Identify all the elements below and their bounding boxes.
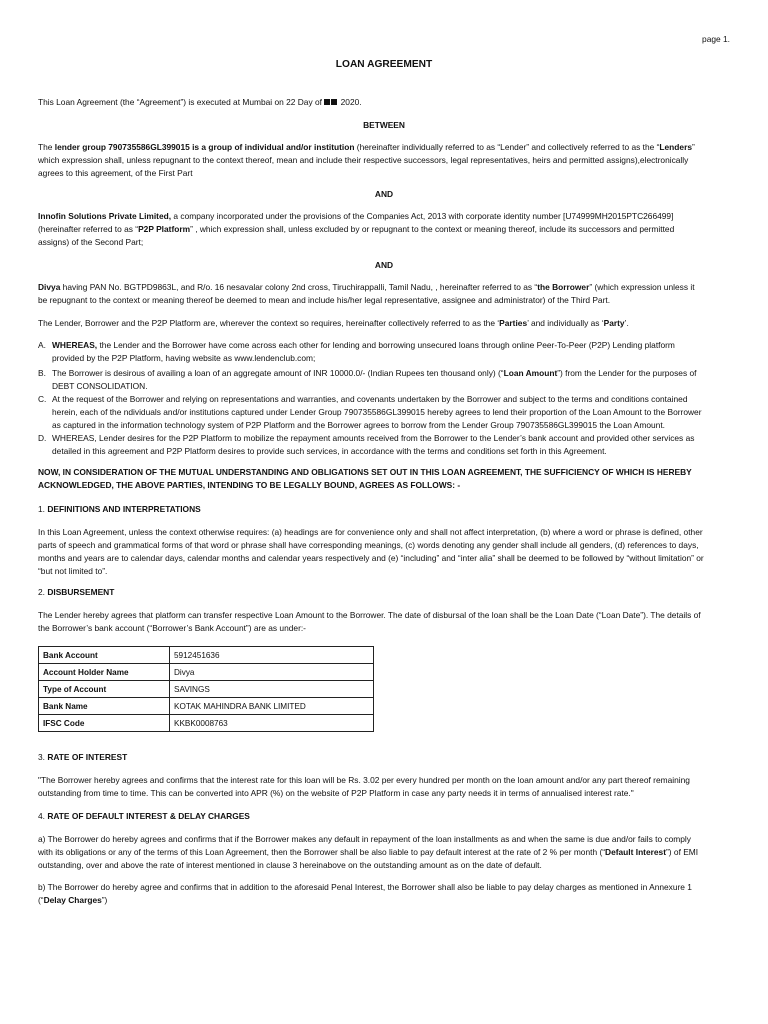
default-interest-line: a) The Borrower do hereby agrees and confirms that if the Borrower makes any default in repayment of the loan installments as and when the same is due and/or fails to comply [38, 834, 691, 844]
platform-line [38, 210, 730, 223]
default-interest-text: with its obligations or any of the terms of this Loan Agreement, then the Borrower shall be also liable to pay default interest at the rate of 2 % per month (“ [38, 847, 606, 857]
section-heading [38, 503, 730, 516]
lender-line: agrees to this agreement, of the First Part [38, 168, 193, 178]
default-interest-paragraph [38, 833, 730, 872]
delay-charges-paragraph [38, 881, 730, 907]
default-interest-text: ”) of EMI [666, 847, 699, 857]
bank-details-table [38, 646, 374, 732]
recital-line: as captured in the information technology system of P2P Platform and the Borrower agrees to borrow from the Lender Group 790735586GL399015 the Loan Amount. [52, 420, 665, 430]
document-title: LOAN AGREEMENT [335, 59, 433, 70]
disbursement-line: The Lender hereby agrees that platform can transfer respective Loan Amount to the Borrower. The date of disbursal of the loan shall be the Loan Date (“Loan Date”). The details of [38, 610, 701, 620]
definitions-line: “but not limited to”. [38, 566, 108, 576]
platform-text: a company incorporated under the provisions of the Companies Act, 2013 with corporate identity number [U74999MH2015PTC266499] [171, 211, 674, 221]
recital-content [52, 367, 730, 393]
recital-line [52, 367, 730, 380]
consideration-line: NOW, IN CONSIDERATION OF THE MUTUAL UNDERSTANDING AND OBLIGATIONS SET OUT IN THIS LOAN AGREEMENT, THE SUFFICIENCY OF WHICH IS HEREBY [38, 467, 692, 477]
default-interest-line [38, 846, 730, 859]
recital-line: WHEREAS, Lender desires for the P2P Platform to mobilize the repayment amounts received from the Borrower to the Lender’s bank account and provided other services as [52, 433, 695, 443]
recital-text: ”) from the Lender for the purposes of [557, 368, 697, 378]
definitions-line: months and years are to calendar days, calendar months and calendar years respectively and (e) “including” and “inter alia” shall be deemed to be followed by “without limitation” or [38, 553, 704, 563]
table-row [39, 698, 374, 715]
table-value: 5912451636 [170, 647, 374, 664]
table-row [39, 681, 374, 698]
lender-pre: The [38, 142, 55, 152]
interest-line: "The Borrower hereby agrees and confirms that the interest rate for this loan will be Rs. 3.02 per every hundred per month on the loan amount and/or any part thereof remaining [38, 775, 690, 785]
redaction-mark-icon [324, 99, 330, 105]
delay-charges-line: b) The Borrower do hereby agree and confirms that in addition to the aforesaid Penal Interest, the Borrower shall also be liable to pay delay charges as mentioned in Annexure 1 [38, 882, 692, 892]
definitions-paragraph [38, 526, 730, 578]
interest-line: outstanding from time to time. This can be converted into APR (%) on the website of P2P Platform in case any party needs it in terms of annualised interest rate." [38, 788, 634, 798]
recital-marker: A. [38, 340, 46, 350]
section-number: 3. [38, 752, 48, 762]
default-interest-term: Default Interest [605, 847, 666, 857]
page-number: page 1. [702, 34, 730, 44]
section-title: RATE OF INTEREST [47, 752, 128, 762]
recital-content [52, 432, 730, 458]
recital-text: The Borrower is desirous of availing a loan of an aggregate amount of INR 10000.0/- (Indian Rupees ten thousand only) (“ [52, 368, 504, 378]
default-interest-line: outstanding, over and above the rate of interest mentioned in clause 3 hereinabove on the outstanding amount as on the date of default. [38, 860, 542, 870]
table-key: Bank Name [39, 698, 170, 715]
recital-text: the Lender and the Borrower have come across each other for lending and borrowing unsecured loans through online Peer-To-Peer (P2P) Lending platform [97, 340, 675, 350]
section-heading [38, 586, 730, 599]
definitions-line: In this Loan Agreement, unless the context otherwise requires: (a) headings are for convenience only and shall not affect interpretation, (b) where a word or phrase is defined, other [38, 527, 703, 537]
lender-post: ” [692, 142, 695, 152]
platform-paragraph [38, 210, 730, 249]
section-number: 1. [38, 504, 48, 514]
section-number: 2. [38, 587, 48, 597]
delay-charges-text: ”) [101, 895, 108, 905]
redaction-mark-icon [331, 99, 337, 105]
platform-line [38, 223, 730, 236]
delay-charges-text: (“ [38, 895, 44, 905]
parties-term: Parties [499, 318, 528, 328]
table-value: SAVINGS [170, 681, 374, 698]
recital-line: herein, each of the ndividuals and/or institutions captured under Lender Group 790735586GL399015 hereby agrees to lend their proportion of the Loan Amount to the Borrower [52, 407, 702, 417]
intro-paragraph [38, 96, 730, 109]
consideration-paragraph [38, 466, 730, 492]
lenders-term: Lenders [659, 142, 692, 152]
consideration-line: ACKNOWLEDGED, THE ABOVE PARTIES, INTENDING TO BE LEGALLY BOUND, AGREES AS FOLLOWS: - [38, 480, 461, 490]
parties-paragraph [38, 317, 730, 330]
borrower-line [38, 281, 730, 294]
borrower-paragraph [38, 281, 730, 307]
table-key: Type of Account [39, 681, 170, 698]
delay-charges-line [38, 894, 730, 907]
p2p-platform-term: P2P Platform [138, 224, 191, 234]
platform-company-name: Innofin Solutions Private Limited, [38, 211, 172, 221]
table-value: Divya [170, 664, 374, 681]
parties-text: ’. [624, 318, 629, 328]
section-heading [38, 810, 730, 823]
parties-text: The Lender, Borrower and the P2P Platform are, wherever the context so requires, hereinafter collectively referred to as the ‘ [38, 318, 500, 328]
section-title: DEFINITIONS AND INTERPRETATIONS [47, 504, 201, 514]
borrower-text: having PAN No. BGTPD9863L, and R/o. 16 nesavalar colony 2nd cross, Tiruchirappalli, Tamil Nadu, , hereinafter referred to as “ [60, 282, 538, 292]
party-term: Party [603, 318, 625, 328]
lender-line: which expression shall, unless repugnant to the context thereof, mean and include their respective successors, legal representatives, heirs and permitted assigns),electronically [38, 155, 689, 165]
platform-text: ” , which expression shall, unless excluded by or repugnant to the context or meaning thereof, include its successors and permitted [190, 224, 675, 234]
recital-line: WHEREAS, the Lender and the Borrower have come across each other for lending and borrowing unsecured loans through online Peer-To-Peer (P2P) Lending platform [52, 340, 675, 350]
recital-line: provided by the P2P Platform, having website as www.lendenclub.com; [52, 353, 316, 363]
interest-paragraph [38, 774, 730, 800]
loan-amount-term: Loan Amount [503, 368, 558, 378]
disbursement-line: the Borrower’s bank account (“Borrower’s Bank Account”) are as under:- [38, 623, 306, 633]
lender-group-name: lender group 790735586GL399015 is a group of individual and/or institution [54, 142, 355, 152]
parties-text: ’ and individually as ‘ [527, 318, 604, 328]
recital-line: At the request of the Borrower and relying on representations and warranties, and covenants undertaken by the Borrower and subject to the terms and conditions contained [52, 394, 688, 404]
lender-mid: (hereinafter individually referred to as “Lender” and collectively referred to as the “ [354, 142, 660, 152]
delay-charges-term: Delay Charges [43, 895, 102, 905]
recital-line: detailed in this agreement and P2P Platform desires to provide such services, in accordance with the terms and conditions set forth in this Agreement. [52, 446, 607, 456]
borrower-term: the Borrower [537, 282, 590, 292]
borrower-text: ” (which expression unless it [589, 282, 695, 292]
borrower-name: Divya [38, 282, 61, 292]
recital-content [52, 339, 730, 365]
and-heading: AND [374, 260, 394, 270]
section-title: DISBURSEMENT [47, 587, 115, 597]
definitions-line: parts of speech and grammatical forms of that word or phrase shall have corresponding meanings, (c) words denoting any gender shall include all genders, (d) references to days, [38, 540, 699, 550]
recital-content [52, 393, 730, 432]
intro-text: This Loan Agreement (the “Agreement”) is executed at Mumbai on 22 Day of [38, 97, 322, 107]
recital-marker: C. [38, 394, 47, 404]
section-heading [38, 751, 730, 764]
platform-text: (hereinafter referred to as “ [38, 224, 139, 234]
lender-line [38, 141, 730, 154]
recital-marker: B. [38, 368, 46, 378]
recital-marker: D. [38, 433, 47, 443]
section-number: 4. [38, 811, 48, 821]
table-key: IFSC Code [39, 715, 170, 732]
table-value: KOTAK MAHINDRA BANK LIMITED [170, 698, 374, 715]
intro-year: 2020. [340, 97, 362, 107]
table-row [39, 664, 374, 681]
table-value: KKBK0008763 [170, 715, 374, 732]
table-key: Bank Account [39, 647, 170, 664]
platform-line: assigns) of the Second Part; [38, 237, 144, 247]
lender-paragraph [38, 141, 730, 180]
table-key: Account Holder Name [39, 664, 170, 681]
table-row [39, 647, 374, 664]
and-heading: AND [374, 189, 394, 199]
borrower-line: be repugnant to the context or meaning thereof be deemed to mean and include his/her legal representative, assignee and administrator) of the Third Part. [38, 295, 611, 305]
section-title: RATE OF DEFAULT INTEREST & DELAY CHARGES [47, 811, 250, 821]
between-heading: BETWEEN [363, 120, 405, 130]
recital-line: DEBT CONSOLIDATION. [52, 381, 148, 391]
disbursement-paragraph [38, 609, 730, 635]
table-row [39, 715, 374, 732]
